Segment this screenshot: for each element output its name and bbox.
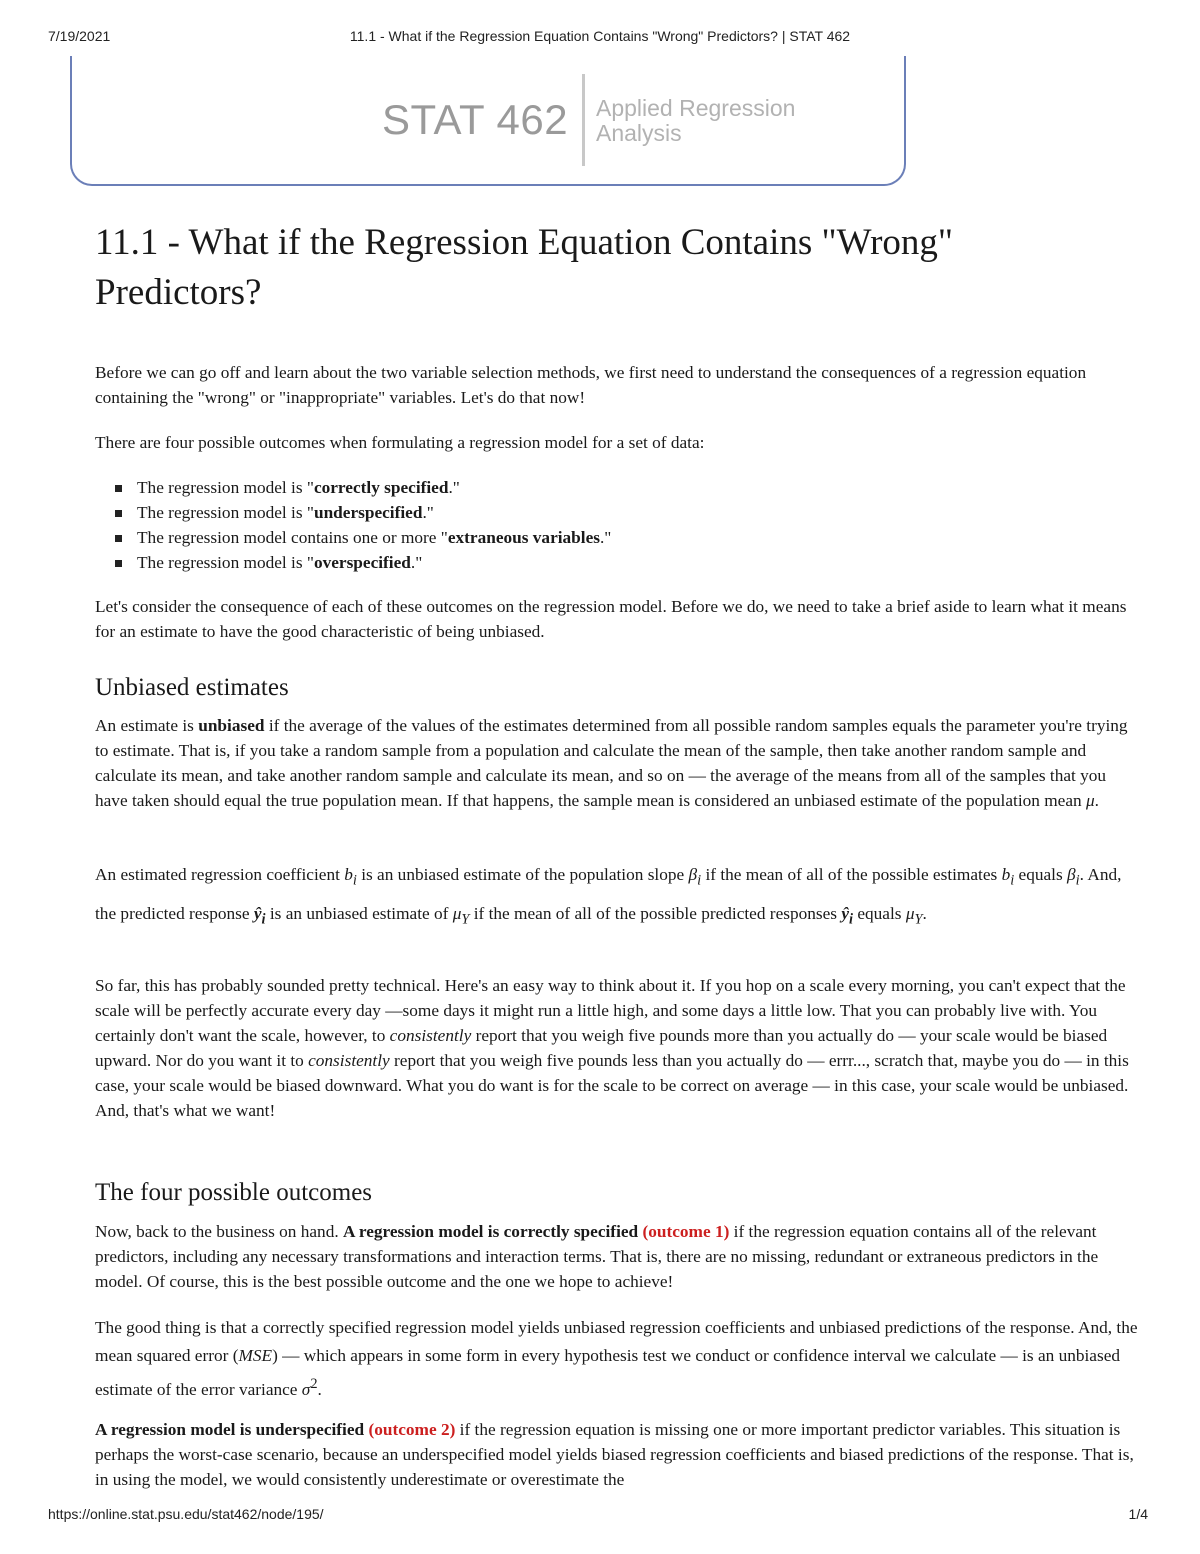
- course-subtitle-line1: Applied Regression: [596, 95, 796, 121]
- print-footer: [0, 1506, 1200, 1526]
- page-url[interactable]: https://online.stat.psu.edu/stat462/node/195/: [48, 1506, 324, 1522]
- page-number: 1/4: [1128, 1506, 1148, 1522]
- print-date: 7/19/2021: [48, 28, 111, 44]
- list-item: The regression model is "correctly specified.": [95, 475, 1140, 500]
- outcome-1-paragraph: Now, back to the business on hand. A regression model is correctly specified (outcome 1) if the regression equation contains all of the relevant predictors, including any necessary transformations and interaction terms. That is, there are no missing, redundant or extraneous predictors in the model. Of course, this is the best possible outcome and the one we hope to achieve!: [95, 1222, 1099, 1291]
- page-title-line1: 11.1 - What if the Regression Equation Contains "Wrong": [95, 222, 953, 263]
- print-page-title: 11.1 - What if the Regression Equation Contains "Wrong" Predictors? | STAT 462: [349, 28, 851, 44]
- scale-analogy-paragraph: So far, this has probably sounded pretty technical. Here's an easy way to think about it. If you hop on a scale every morning, you can't expect that the scale will be perfectly accurate every day —some days it might run a little high, and some days a little low. That you can probably live with. You certainly don't want the scale, however, to consistently report that you weigh five pounds more than you actually do — your scale would be biased upward. Nor do you want it to consistently report that you weigh five pounds less than you actually do — errr..., scratch that, maybe you do — in this case, your scale would be biased downward. What you do want is for the scale to be correct on average — in this case, your scale would be unbiased. And, that's what we want!: [95, 976, 1129, 1120]
- outcome-2-label: (outcome 2): [368, 1420, 456, 1439]
- outcome-1-label: (outcome 1): [642, 1222, 730, 1241]
- unbiased-definition-paragraph: An estimate is unbiased if the average of the values of the estimates determined from all possible random samples equals the parameter you're trying to estimate. That is, if you take a random sample from a population and calculate the mean of the sample, then take another random sample and calculate its mean, and take another random sample and calculate its mean, and so on — the average of the means from all of the samples that you have taken should equal the true population mean. If that happens, the sample mean is considered an unbiased estimate of the population mean μ.: [95, 716, 1128, 810]
- outcomes-lead-paragraph: There are four possible outcomes when formulating a regression model for a set of data:: [95, 433, 705, 452]
- page-title-line2: Predictors?: [95, 272, 262, 313]
- bullet-icon: [115, 560, 122, 567]
- outcome-2-paragraph: A regression model is underspecified (outcome 2) if the regression equation is missing one or more important predictor variables. This situation is perhaps the worst-case scenario, because an underspecified model yields biased regression coefficients and biased predictions of the response. That is, in using the model, we would consistently underestimate or overestimate the: [95, 1420, 1134, 1489]
- page-title: [95, 218, 1140, 318]
- coefficient-paragraph: An estimated regression coefficient $b_i$ is an unbiased estimate of the population slope $\beta_i$ if the mean of all of the possible estimates $b_i$ equals $\beta_i$. And, the predicted response $ŷ_i$ is an unbiased estimate of $\mu_Y$ if the mean of all of the possible predicted responses $ŷ_i$ equals $\mu_Y$.: [95, 865, 1122, 928]
- course-subtitle-line2: Analysis: [596, 120, 682, 146]
- unbiased-heading: Unbiased estimates: [95, 674, 289, 701]
- bullet-icon: [115, 485, 122, 492]
- correct-spec-paragraph: The good thing is that a correctly specified regression model yields unbiased regression coefficients and unbiased predictions of the response. And, the mean squared error (MSE) — which appears in some form in every hypothesis test we conduct or confidence interval we calculate — is an unbiased estimate of the error variance $\sigma^2$.: [95, 1318, 1138, 1399]
- bullet-icon: [115, 510, 122, 517]
- intro-paragraph: Before we can go off and learn about the two variable selection methods, we first need to understand the consequences of a regression equation containing the "wrong" or "inappropriate" variables. Let's do that now!: [95, 363, 1087, 407]
- banner-divider: [582, 74, 585, 166]
- course-banner[interactable]: [70, 56, 906, 186]
- main-content: [95, 218, 1140, 1489]
- list-item: The regression model contains one or more "extraneous variables.": [95, 525, 1140, 550]
- outcomes-list: [95, 475, 1140, 575]
- course-code: STAT 462: [382, 96, 569, 143]
- bullet-icon: [115, 535, 122, 542]
- consider-paragraph: Let's consider the consequence of each of these outcomes on the regression model. Before we do, we need to take a brief aside to learn what it means for an estimate to have the good characteristic of being unbiased.: [95, 597, 1127, 641]
- four-outcomes-heading: The four possible outcomes: [95, 1179, 373, 1206]
- list-item: The regression model is "underspecified.": [95, 500, 1140, 525]
- print-header: [0, 28, 1200, 48]
- list-item: The regression model is "overspecified.": [95, 550, 1140, 575]
- course-subtitle: [596, 96, 836, 146]
